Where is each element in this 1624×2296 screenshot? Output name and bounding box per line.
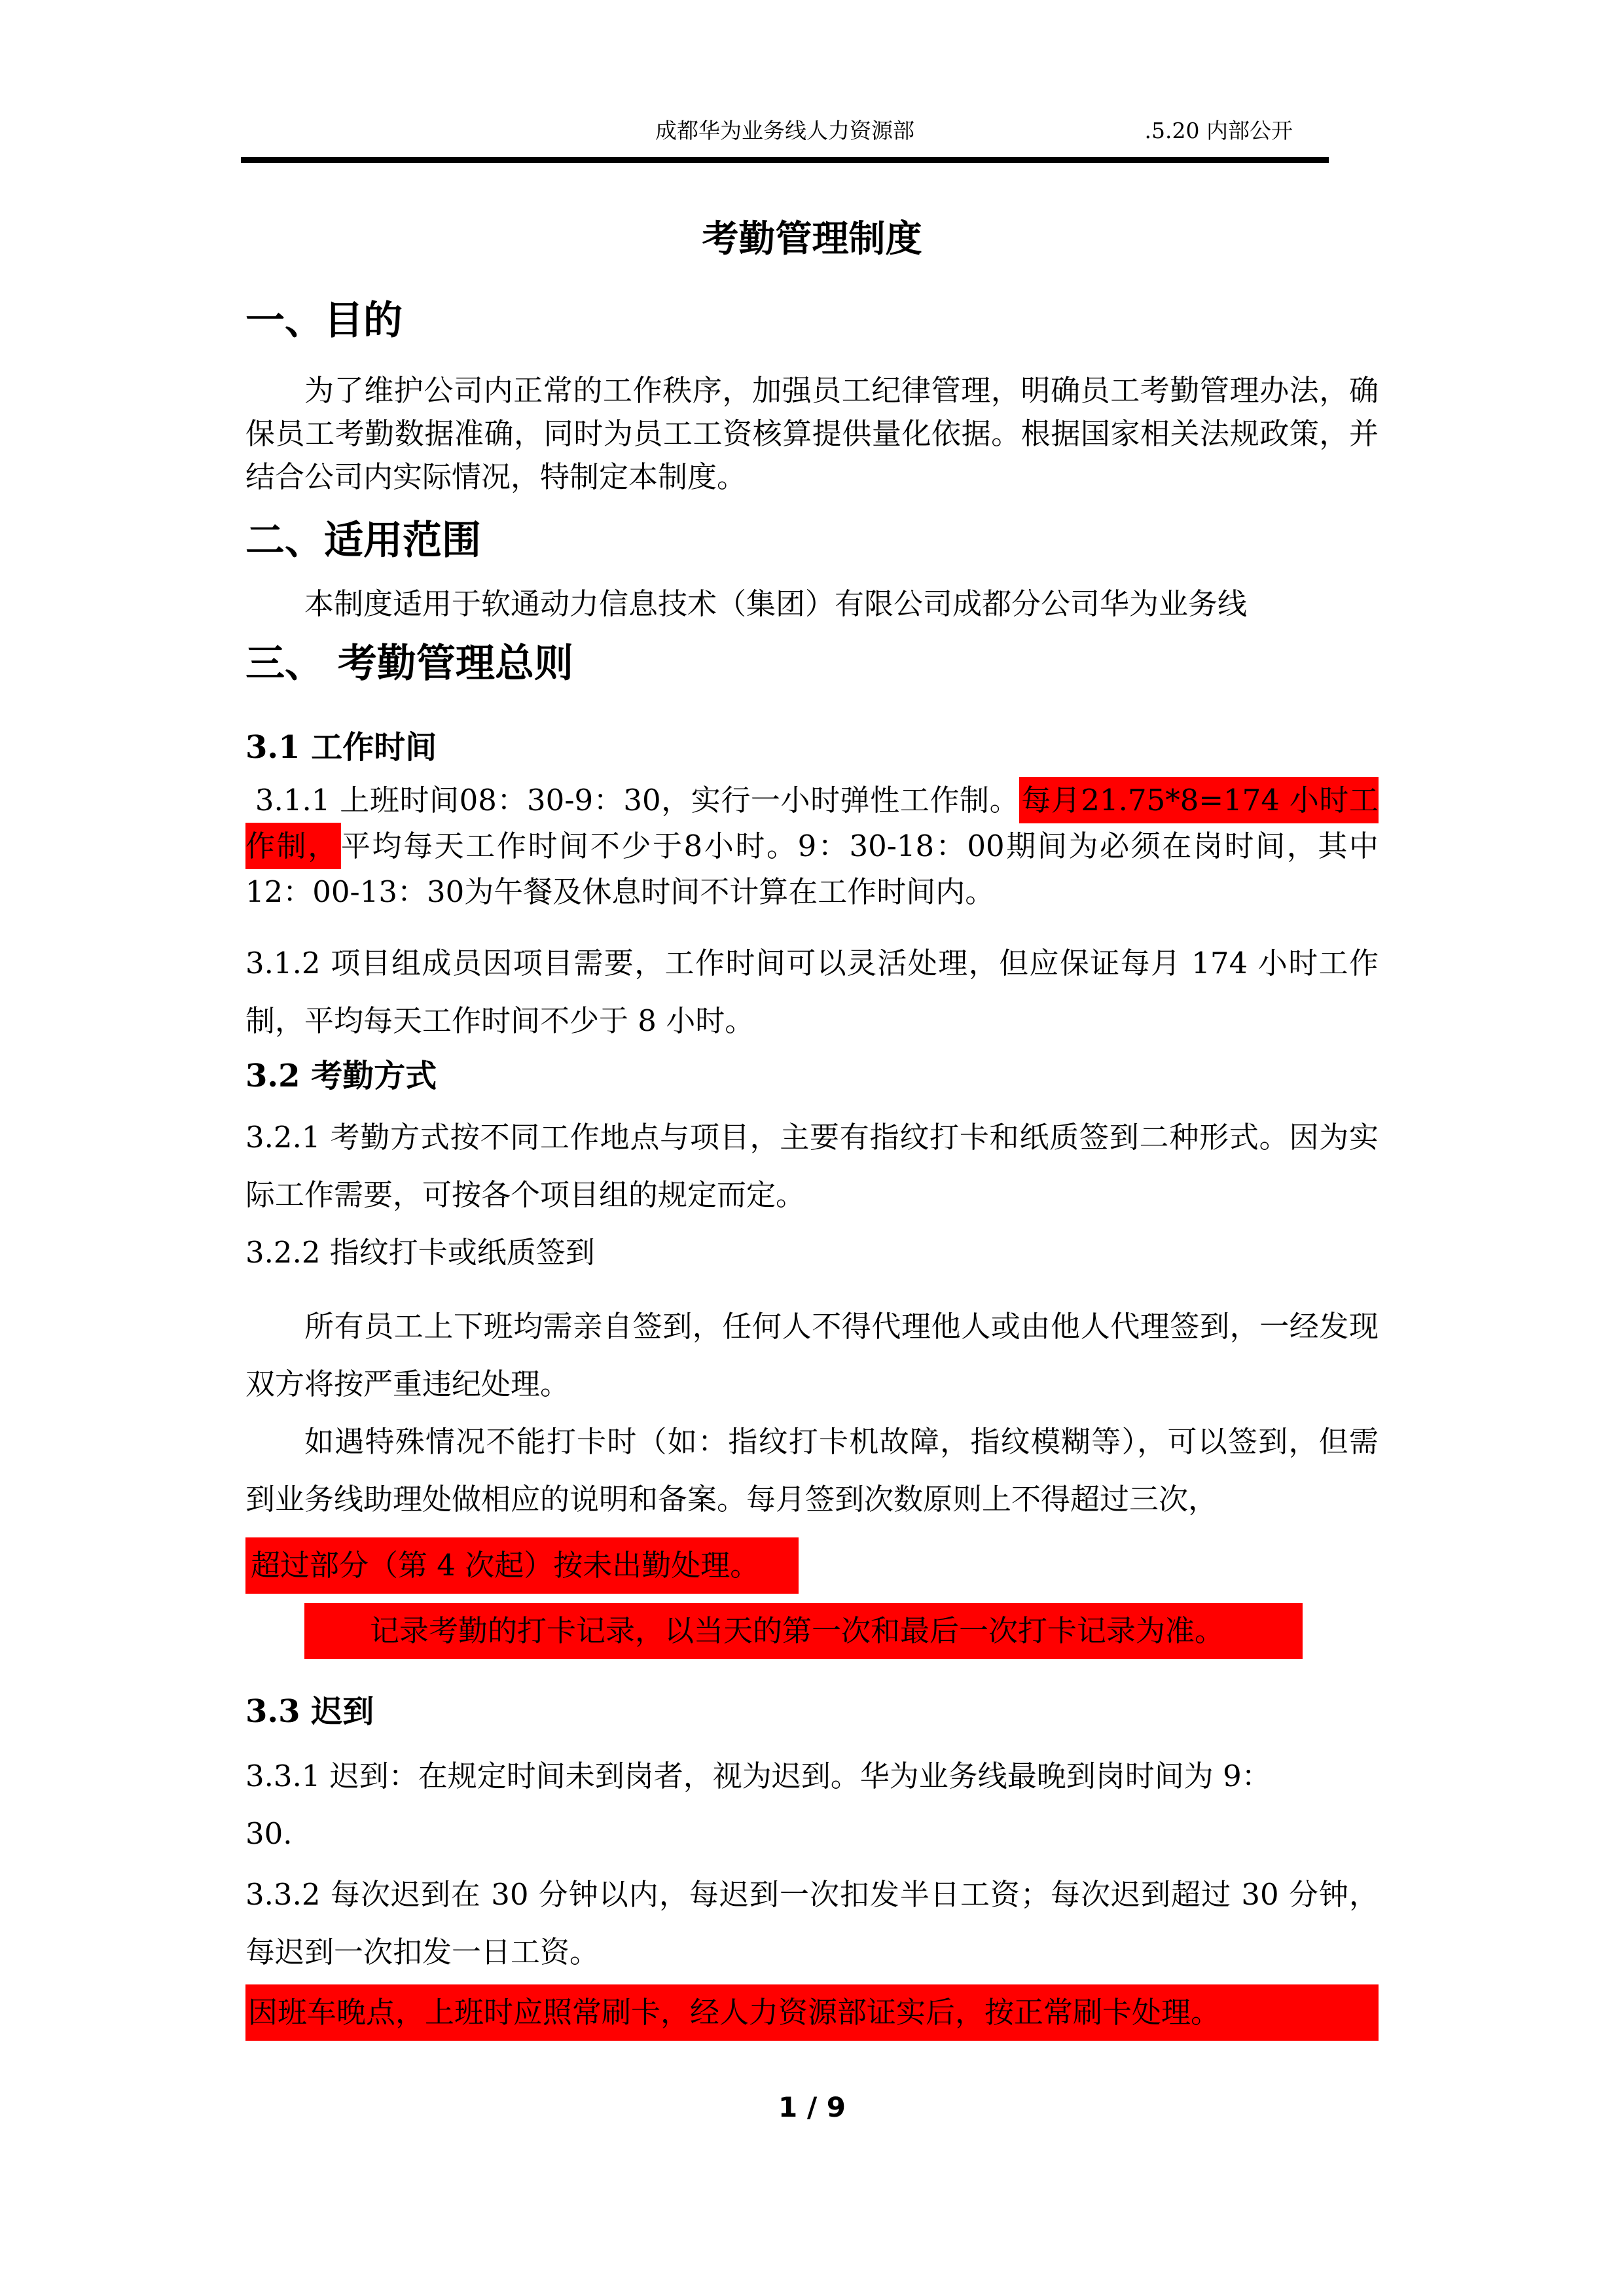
paragraph-3-1-1-text: 3.1.1 上班时间08：30-9：30，实行一小时弹性工作制。 <box>245 783 1020 817</box>
paragraph-special-cases: 如遇特殊情况不能打卡时（如：指纹打卡机故障，指纹模糊等），可以签到，但需到业务线助理处做相应的说明和备案。每月签到次数原则上不得超过三次， <box>245 1424 1379 1516</box>
highlight-over-limit-rule: 超过部分（第 4 次起）按未出勤处理。 <box>245 1537 799 1594</box>
highlight-over-limit-rule-line <box>245 1537 1379 1594</box>
paragraph-3-2-2: 3.2.2 指纹打卡或纸质签到 <box>245 1235 595 1270</box>
heading-3-3-late: 3.3 迟到 <box>245 1693 374 1730</box>
paragraph-3-3-2: 3.3.2 每次迟到在 30 分钟以内，每迟到一次扣发半日工资；每次迟到超过 30 分钟，每迟到一次扣发一日工资。 <box>245 1877 1379 1969</box>
heading-3-1-working-hours: 3.1 工作时间 <box>245 729 437 766</box>
paragraph-purpose: 为了维护公司内正常的工作秩序，加强员工纪律管理，明确员工考勤管理办法，确保员工考勤数据准确，同时为员工工资核算提供量化依据。根据国家相关法规政策，并结合公司内实际情况，特制定本制度。 <box>245 373 1379 494</box>
document-body <box>245 0 1379 2041</box>
page-number: 1 / 9 <box>778 2091 846 2123</box>
paragraph-3-1-1-text-cont: 平均每天工作时间不少于8小时。9：30-18：00期间为必须在岗时间，其中12：00-13：30为午餐及休息时间不计算在工作时间内。 <box>245 829 1379 909</box>
paragraph-sign-in-person: 所有员工上下班均需亲自签到，任何人不得代理他人或由他人代理签到，一经发现双方将按严重违纪处理。 <box>245 1309 1379 1401</box>
paragraph-3-3-1-line2: 30. <box>245 1816 293 1851</box>
paragraph-scope: 本制度适用于软通动力信息技术（集团）有限公司成都分公司华为业务线 <box>304 586 1248 621</box>
highlight-record-rule-line <box>245 1603 1379 1659</box>
paragraph-3-1-2: 3.1.2 项目组成员因项目需要，工作时间可以灵活处理，但应保证每月 174 小时工作制，平均每天工作时间不少于 8 小时。 <box>245 946 1379 1038</box>
header-version-label: .5.20 内部公开 <box>1144 118 1293 143</box>
heading-scope: 二、适用范围 <box>245 518 481 564</box>
paragraph-3-2-1: 3.2.1 考勤方式按不同工作地点与项目，主要有指纹打卡和纸质签到二种形式。因为实际工作需要，可按各个项目组的规定而定。 <box>245 1120 1379 1212</box>
heading-3-2-attendance-method: 3.2 考勤方式 <box>245 1058 437 1094</box>
highlight-shuttle-bus-rule: 因班车晚点，上班时应照常刷卡，经人力资源部证实后，按正常刷卡处理。 <box>245 1984 1379 2041</box>
heading-attendance-rules: 三、 考勤管理总则 <box>245 641 573 687</box>
paragraph-3-1-1 <box>245 778 1379 915</box>
heading-purpose: 一、目的 <box>245 298 403 344</box>
highlight-record-rule: 记录考勤的打卡记录，以当天的第一次和最后一次打卡记录为准。 <box>304 1603 1303 1659</box>
header-department: 成都华为业务线人力资源部 <box>655 118 914 143</box>
highlight-174-hours-rule: 每月21.75*8=174 小时工作制， <box>245 777 1379 869</box>
paragraph-3-3-1-line1: 3.3.1 迟到：在规定时间未到岗者，视为迟到。华为业务线最晚到岗时间为 9： <box>245 1759 1271 1793</box>
document-title: 考勤管理制度 <box>702 217 922 260</box>
